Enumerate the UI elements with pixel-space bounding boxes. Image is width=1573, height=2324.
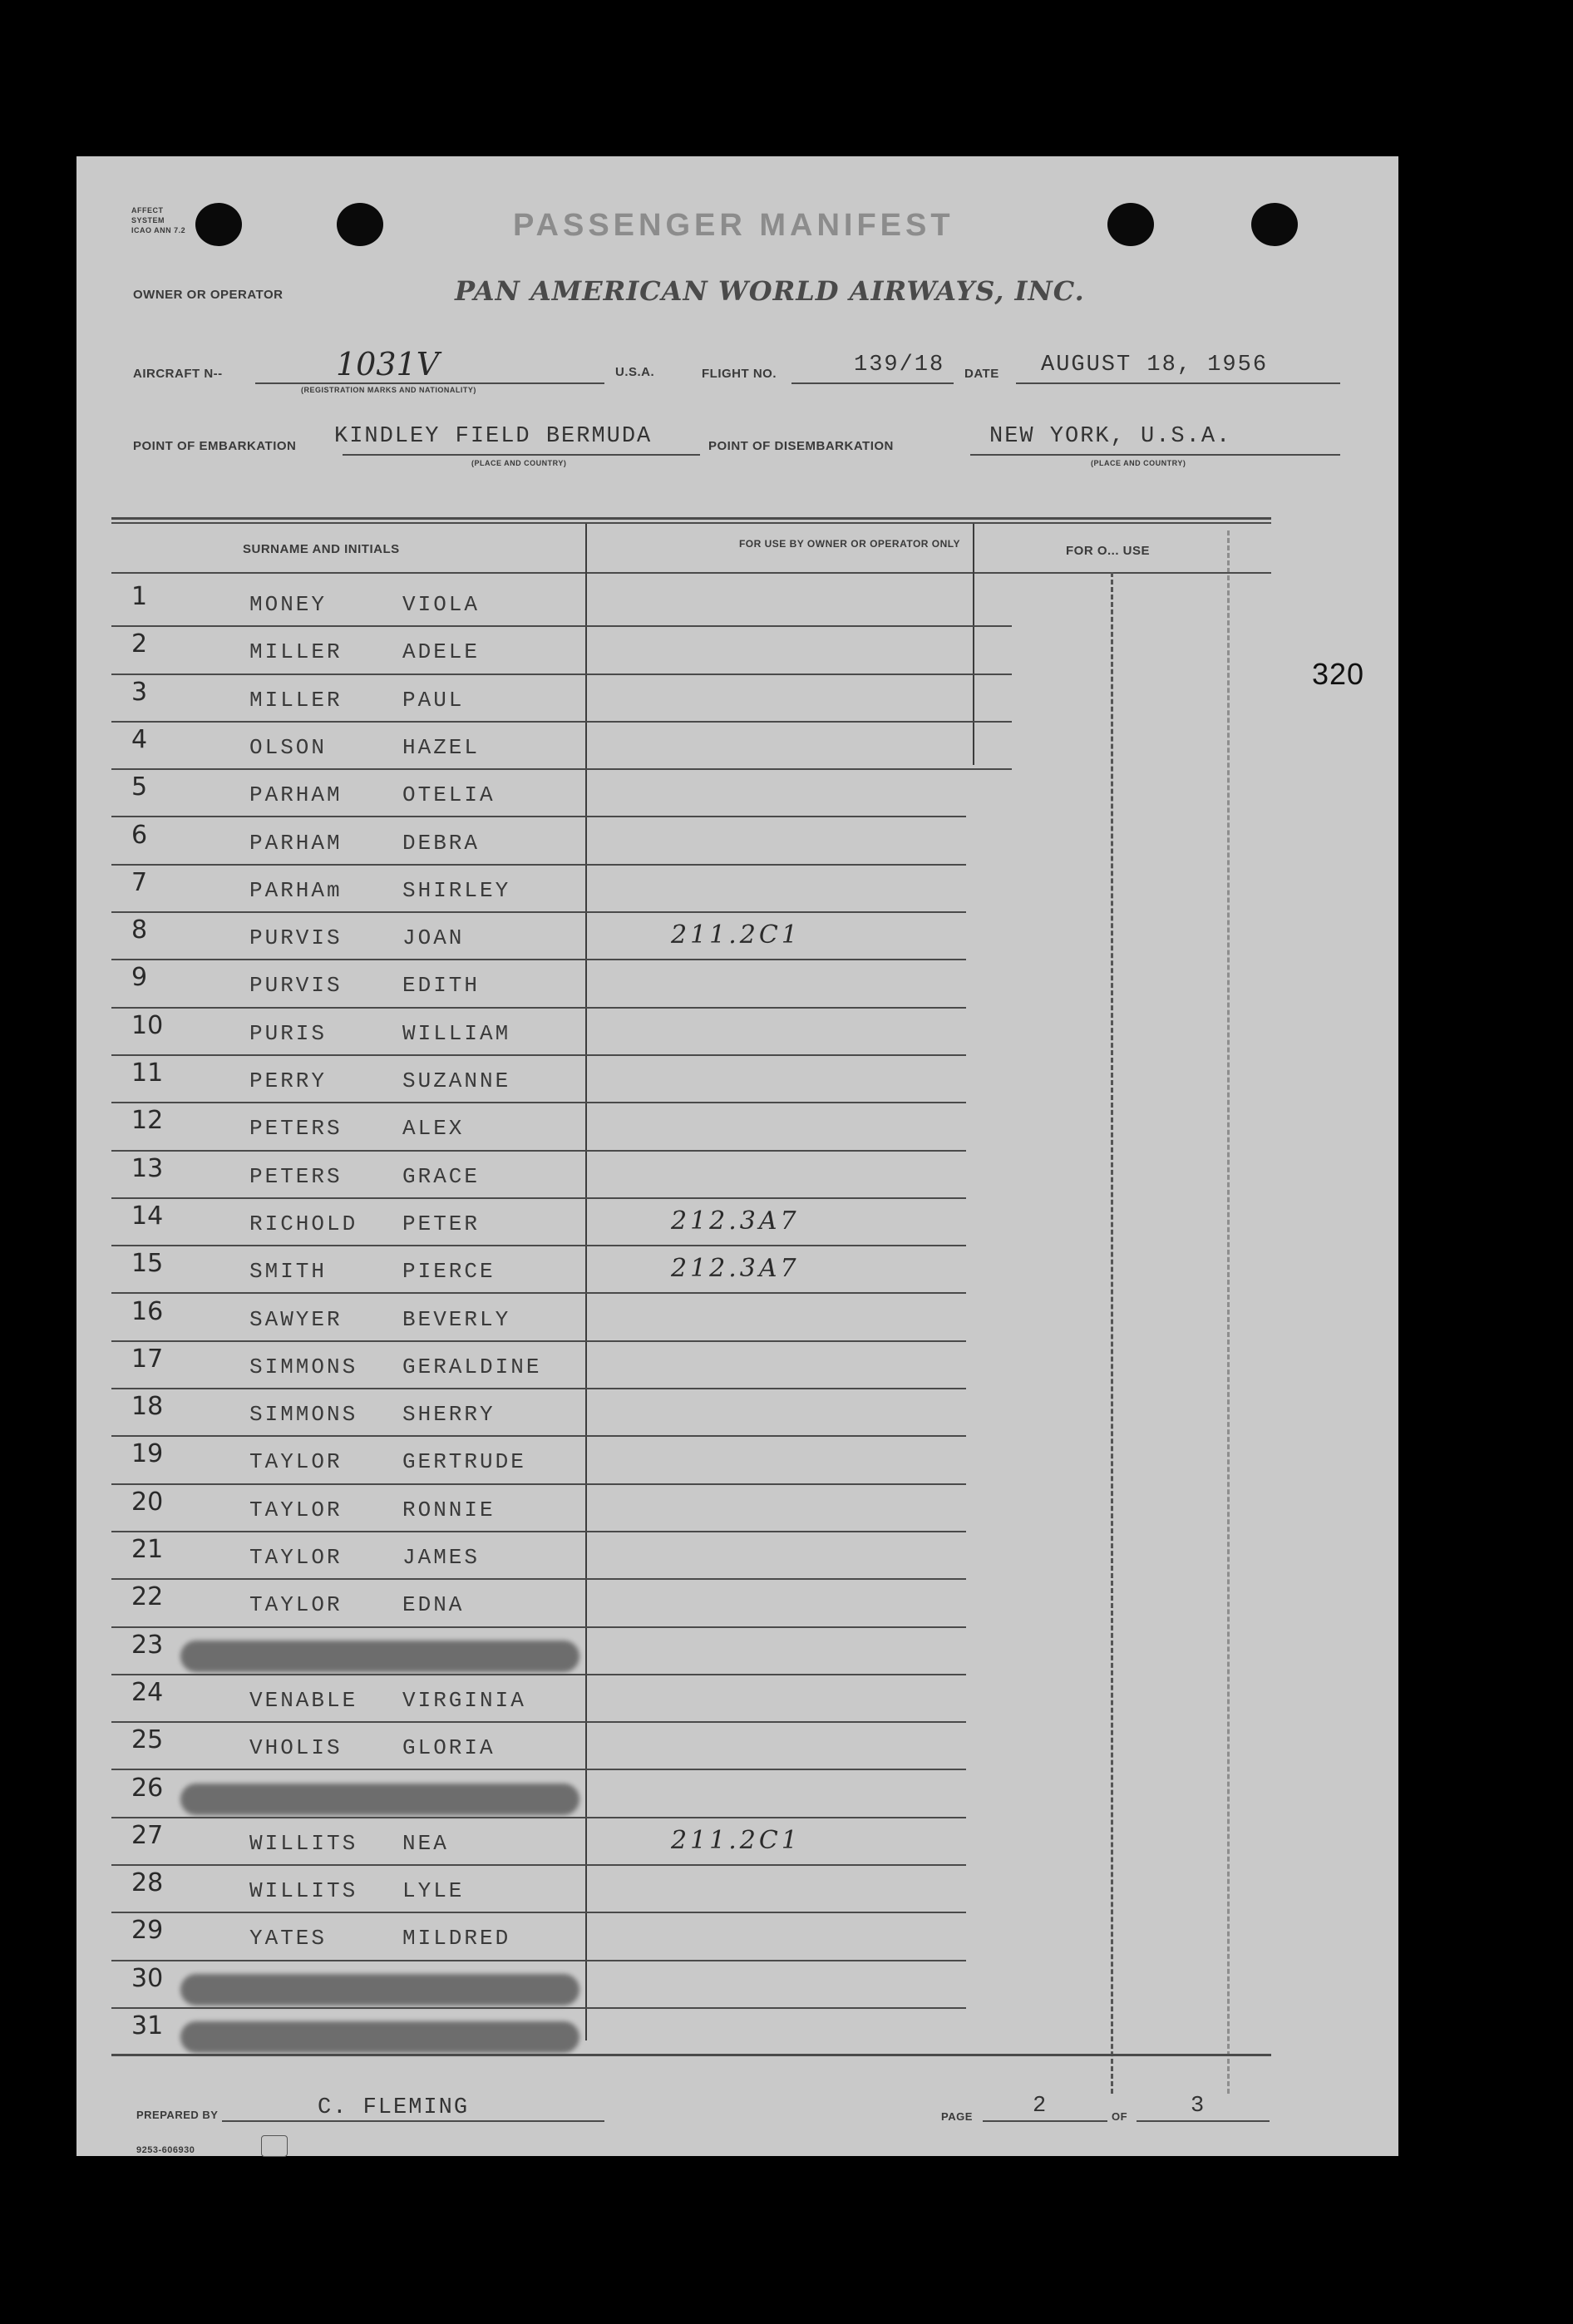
table-row [76,961,1324,1009]
row-number: 26 [131,1773,164,1803]
owner-label: OWNER OR OPERATOR [133,288,284,302]
table-row [76,1486,1324,1533]
table-row [76,1390,1324,1438]
date-value: AUGUST 18, 1956 [1041,353,1269,377]
passenger-given-name: EDNA [402,1592,465,1618]
corner-note-3: ICAO ANN 7.2 [131,226,186,234]
row-rule [111,1292,966,1294]
row-rule [111,1960,966,1961]
row-rule [111,625,1012,627]
table-row [76,1343,1324,1390]
of-label: OF [1112,2110,1128,2123]
row-rule [111,1769,966,1770]
page-underline [983,2120,1107,2122]
usa-label: U.S.A. [615,365,655,379]
redaction-smear [180,1974,579,2006]
passenger-given-name: NEA [402,1830,449,1856]
row-rule [111,1245,966,1246]
table-row [76,1914,1324,1961]
table-row [76,1104,1324,1152]
table-row [76,580,1324,628]
row-rule [111,1054,966,1056]
passenger-surname: VHOLIS [249,1735,343,1761]
col-official-header: FOR O... USE [1066,544,1151,558]
operator-code: 211.2C1 [671,920,801,950]
seal-mark [261,2135,288,2157]
passenger-given-name: PIERCE [402,1259,496,1285]
row-rule [111,864,966,866]
row-rule [111,1340,966,1342]
passenger-given-name: EDITH [402,973,481,999]
passenger-surname: MILLER [249,639,343,665]
operator-code: 211.2C1 [671,1825,801,1855]
row-number: 15 [131,1249,164,1279]
passenger-surname: MONEY [249,592,328,617]
row-number: 6 [131,820,148,850]
table-row [76,1819,1324,1867]
table-row [76,1533,1324,1581]
passenger-surname: WILLITS [249,1878,358,1904]
table-row [76,1152,1324,1200]
manifest-title: PASSENGER MANIFEST [513,208,954,243]
table-row [76,1676,1324,1724]
row-number: 12 [131,1106,164,1136]
of-value: 3 [1191,2094,1206,2119]
flight-value: 139/18 [854,353,945,377]
passenger-surname: SMITH [249,1259,328,1285]
corner-note-1: AFFECT [131,206,164,215]
redaction-smear [180,1641,579,1672]
page-value: 2 [1033,2094,1048,2119]
row-number: 7 [131,867,148,897]
row-number: 8 [131,915,148,945]
row-number: 18 [131,1392,164,1422]
row-number: 19 [131,1439,164,1469]
passenger-surname: YATES [249,1926,328,1951]
passenger-given-name: GERTRUDE [402,1449,526,1475]
table-row [76,1009,1324,1057]
passenger-surname: PARHAm [249,877,343,903]
row-number: 16 [131,1296,164,1326]
prepared-value: C. FLEMING [318,2095,470,2120]
passenger-surname: PARHAM [249,830,343,856]
passenger-given-name: HAZEL [402,734,481,760]
passenger-given-name: OTELIA [402,782,496,808]
passenger-surname: PURVIS [249,925,343,951]
passenger-surname: PETERS [249,1116,343,1142]
passenger-given-name: ADELE [402,639,481,665]
row-rule [111,959,966,960]
prepared-underline [222,2120,604,2122]
passenger-given-name: SHERRY [402,1402,496,1428]
row-rule [111,674,1012,675]
form-number: 9253-606930 [136,2145,195,2155]
row-rule [111,1197,966,1199]
passenger-given-name: JOAN [402,925,465,951]
table-row [76,628,1324,675]
passenger-given-name: LYLE [402,1878,465,1904]
passenger-surname: RICHOLD [249,1211,358,1236]
row-rule [111,1864,966,1866]
redaction-smear [180,2021,579,2053]
row-number: 2 [131,629,148,659]
aircraft-label: AIRCRAFT N-- [133,367,223,381]
disembark-value: NEW YORK, U.S.A. [989,424,1232,449]
passenger-surname: PETERS [249,1163,343,1189]
aircraft-value: 1031V [336,346,440,382]
row-number: 4 [131,724,148,754]
row-number: 28 [131,1868,164,1898]
row-rule [111,768,1012,770]
disembark-note: (PLACE AND COUNTRY) [1091,459,1186,467]
page-label: PAGE [941,2110,973,2123]
row-number: 29 [131,1916,164,1946]
operator-code: 212.3A7 [671,1206,800,1236]
row-rule [111,2007,966,2009]
table-top-rule-2 [111,522,1271,524]
date-underline [1016,382,1340,384]
passenger-given-name: MILDRED [402,1926,511,1951]
manifest-page [76,156,1398,2156]
row-rule [111,1817,966,1818]
table-top-rule [111,517,1271,520]
passenger-given-name: GERALDINE [402,1354,542,1379]
table-row [76,1057,1324,1104]
side-number: 320 [1312,657,1365,691]
row-rule [111,1721,966,1723]
row-number: 24 [131,1677,164,1707]
passenger-given-name: VIOLA [402,592,481,617]
punch-hole [1251,203,1298,246]
flight-underline [791,382,954,384]
passenger-surname: PERRY [249,1068,328,1093]
col-owner-header [708,539,991,550]
row-rule [111,1007,966,1009]
row-number: 21 [131,1535,164,1564]
row-rule [111,816,966,817]
table-bottom-rule [111,2054,1271,2056]
table-row [76,866,1324,914]
punch-hole [337,203,383,246]
passenger-surname: VENABLE [249,1687,358,1713]
airline-name: PAN AMERICAN WORLD AIRWAYS, INC. [455,275,1085,307]
row-number: 23 [131,1630,164,1660]
passenger-given-name: RONNIE [402,1497,496,1522]
passenger-surname: SIMMONS [249,1402,358,1428]
table-row [76,1867,1324,1914]
table-row [76,1295,1324,1343]
passenger-given-name: VIRGINIA [402,1687,526,1713]
embark-label: POINT OF EMBARKATION [133,439,297,453]
row-rule [111,1102,966,1103]
passenger-given-name: GRACE [402,1163,481,1189]
row-number: 1 [131,582,148,611]
table-row [76,1247,1324,1295]
of-underline [1137,2120,1270,2122]
row-rule [111,721,1012,723]
punch-hole [195,203,242,246]
row-number: 27 [131,1820,164,1850]
row-number: 30 [131,1963,164,1993]
embark-note: (PLACE AND COUNTRY) [471,459,567,467]
row-number: 3 [131,677,148,707]
row-number: 5 [131,772,148,802]
row-rule [111,911,966,913]
passenger-surname: OLSON [249,734,328,760]
date-label: DATE [964,367,999,381]
col-owner-header-text: FOR USE BY OWNER OR OPERATOR ONLY [738,538,961,550]
passenger-given-name: SHIRLEY [402,877,511,903]
passenger-given-name: PETER [402,1211,481,1236]
passenger-given-name: JAMES [402,1545,481,1570]
passenger-surname: WILLITS [249,1830,358,1856]
passenger-surname: PURVIS [249,973,343,999]
row-rule [111,1674,966,1675]
registration-note: (REGISTRATION MARKS AND NATIONALITY) [301,386,476,394]
row-rule [111,1388,966,1389]
passenger-surname: TAYLOR [249,1592,343,1618]
row-number: 31 [131,2011,164,2040]
row-number: 14 [131,1201,164,1231]
row-number: 25 [131,1725,164,1755]
aircraft-underline [255,382,604,384]
passenger-given-name: WILLIAM [402,1020,511,1046]
row-rule [111,1912,966,1913]
table-row [76,1581,1324,1628]
passenger-given-name: GLORIA [402,1735,496,1761]
punch-hole [1107,203,1154,246]
passenger-given-name: ALEX [402,1116,465,1142]
col-surname-header: SURNAME AND INITIALS [243,542,400,556]
prepared-label: PREPARED BY [136,2109,219,2121]
embark-underline [343,454,700,456]
table-row [76,914,1324,961]
row-rule [111,1626,966,1628]
row-rule [111,1483,966,1485]
table-row [76,1200,1324,1247]
disembark-underline [970,454,1340,456]
table-row [76,1438,1324,1485]
row-rule [111,1435,966,1437]
passenger-surname: SIMMONS [249,1354,358,1379]
row-number: 17 [131,1344,164,1374]
row-number: 10 [131,1010,164,1040]
passenger-given-name: BEVERLY [402,1306,511,1332]
passenger-surname: MILLER [249,687,343,713]
operator-code: 212.3A7 [671,1254,800,1284]
table-row [76,1772,1324,1819]
row-number: 20 [131,1487,164,1517]
passenger-surname: PARHAM [249,782,343,808]
redaction-smear [180,1784,579,1815]
header-bottom-rule [111,572,1271,574]
disembark-label: POINT OF DISEMBARKATION [708,439,894,453]
passenger-given-name: DEBRA [402,830,481,856]
passenger-given-name: PAUL [402,687,465,713]
table-row [76,771,1324,818]
table-row [76,723,1324,771]
passenger-surname: TAYLOR [249,1497,343,1522]
table-row [76,1724,1324,1771]
passenger-surname: SAWYER [249,1306,343,1332]
table-row [76,1629,1324,1676]
row-rule [111,1531,966,1532]
passenger-surname: TAYLOR [249,1449,343,1475]
flight-label: FLIGHT NO. [702,367,777,381]
passenger-surname: PURIS [249,1020,328,1046]
table-row [76,819,1324,866]
passenger-given-name: SUZANNE [402,1068,511,1093]
row-number: 9 [131,963,148,993]
row-number: 11 [131,1058,164,1088]
table-row [76,676,1324,723]
passenger-surname: TAYLOR [249,1545,343,1570]
table-row [76,2010,1324,2057]
table-row [76,1962,1324,2010]
row-rule [111,1150,966,1152]
embark-value: KINDLEY FIELD BERMUDA [334,424,653,449]
corner-note-2: SYSTEM [131,216,165,225]
row-rule [111,1578,966,1580]
row-number: 22 [131,1582,164,1612]
row-number: 13 [131,1153,164,1183]
